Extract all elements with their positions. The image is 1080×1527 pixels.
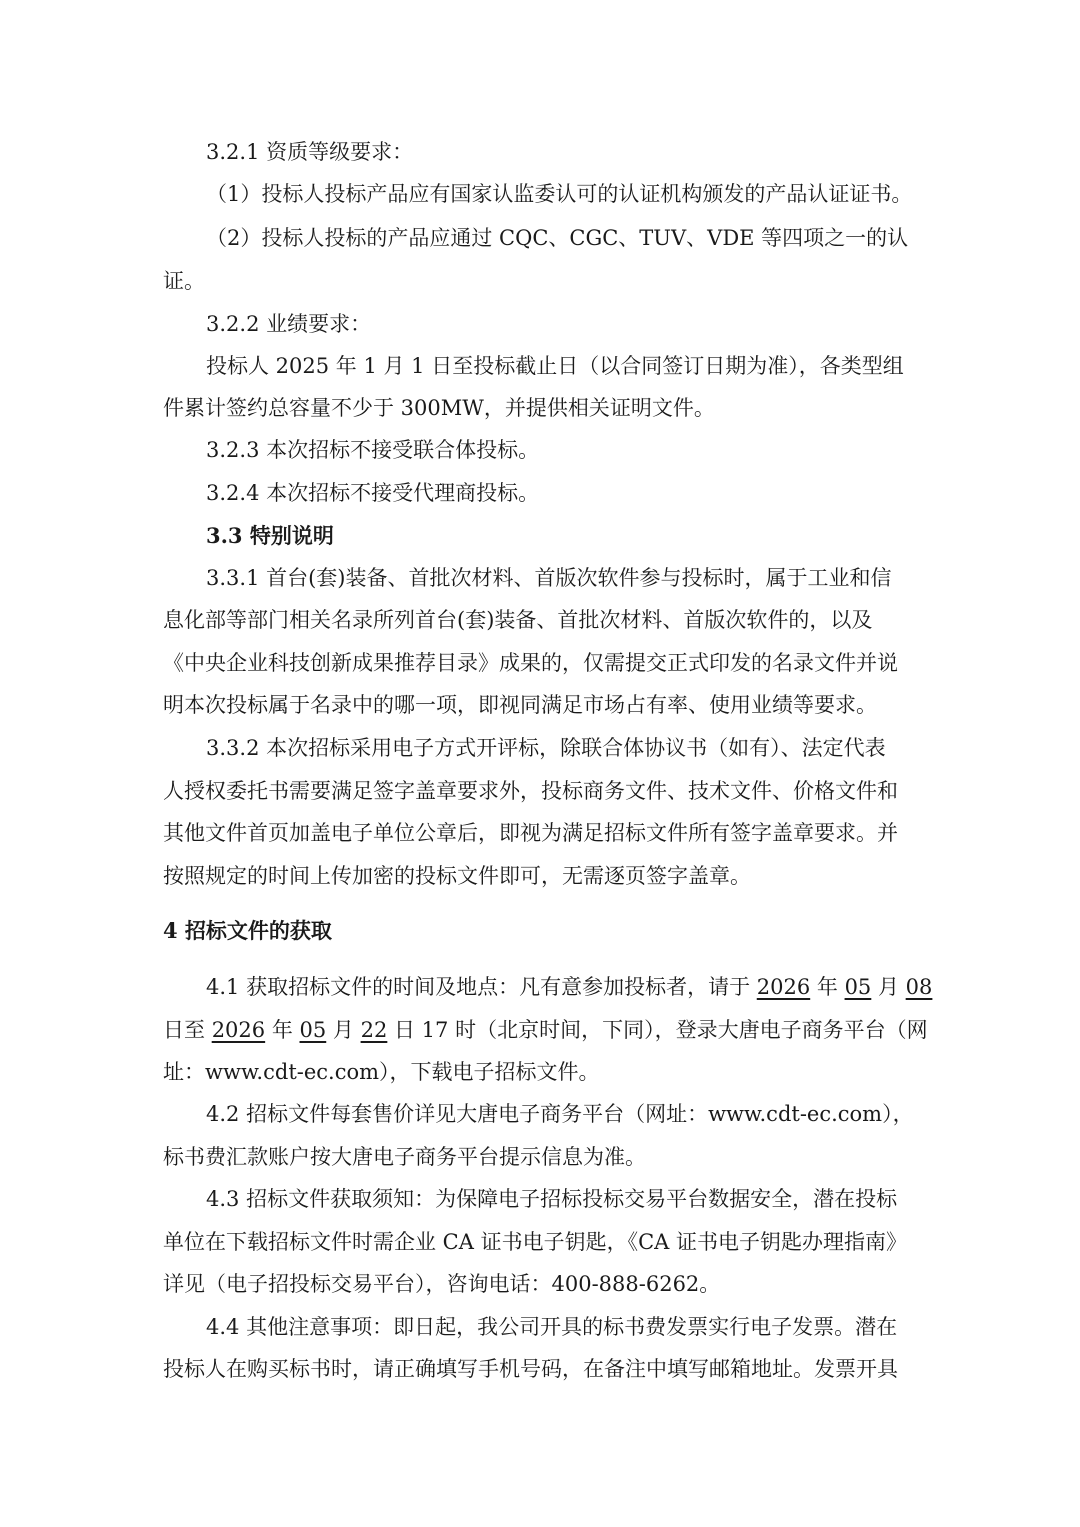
section-3-3-1-line-3: 《中央企业科技创新成果推荐目录》成果的，仅需提交正式印发的名录文件并说 bbox=[163, 651, 898, 675]
section-3-3-2-line-3: 其他文件首页加盖电子单位公章后，即视为满足招标文件所有签字盖章要求。并 bbox=[163, 821, 898, 845]
year-label: 年 bbox=[810, 975, 845, 999]
section-4-1-line-1 bbox=[206, 977, 932, 998]
section-4-4-line-1: 4.4 其他注意事项：即日起，我公司开具的标书费发票实行电子发票。潜在 bbox=[206, 1315, 898, 1339]
section-3-2-1-item-2-line-2: 证。 bbox=[163, 269, 205, 293]
end-month: 05 bbox=[299, 1018, 327, 1042]
section-4-4-line-2: 投标人在购买标书时，请正确填写手机号码，在备注中填写邮箱地址。发票开具 bbox=[163, 1357, 898, 1381]
section-4-1-prefix: 4.1 获取招标文件的时间及地点：凡有意参加投标者，请于 bbox=[206, 975, 757, 999]
end-year-label: 年 bbox=[265, 1018, 300, 1042]
section-3-2-1-item-1: （1）投标人投标产品应有国家认监委认可的认证机构颁发的产品认证证书。 bbox=[206, 182, 913, 206]
start-day: 08 bbox=[905, 975, 933, 999]
section-4-3-line-1: 4.3 招标文件获取须知：为保障电子招标投标交易平台数据安全，潜在投标 bbox=[206, 1187, 898, 1211]
section-3-3-heading: 3.3 特别说明 bbox=[206, 523, 334, 548]
end-year: 2026 bbox=[211, 1018, 266, 1042]
section-4-3-line-2: 单位在下载招标文件时需企业 CA 证书电子钥匙，《CA 证书电子钥匙办理指南》 bbox=[163, 1230, 907, 1254]
section-4-2-line-1: 4.2 招标文件每套售价详见大唐电子商务平台（网址：www.cdt-ec.com）， bbox=[206, 1102, 914, 1126]
end-month-label: 月 bbox=[326, 1018, 361, 1042]
section-4-1-line-3: 址：www.cdt-ec.com），下载电子招标文件。 bbox=[163, 1060, 600, 1084]
section-3-2-1-item-2-line-1: （2）投标人投标的产品应通过 CQC、CGC、TUV、VDE 等四项之一的认 bbox=[206, 226, 909, 250]
section-3-2-2-line-2: 件累计签约总容量不少于 300MW，并提供相关证明文件。 bbox=[163, 396, 715, 420]
section-3-3-1-line-1: 3.3.1 首台(套)装备、首批次材料、首版次软件参与投标时，属于工业和信 bbox=[206, 566, 892, 590]
line-2-suffix: 日 17 时（北京时间，下同），登录大唐电子商务平台（网 bbox=[387, 1018, 928, 1042]
line-2-prefix: 日至 bbox=[163, 1018, 212, 1042]
section-3-2-4: 3.2.4 本次招标不接受代理商投标。 bbox=[206, 481, 540, 505]
section-3-3-2-line-1: 3.3.2 本次招标采用电子方式开评标，除联合体协议书（如有）、法定代表 bbox=[206, 736, 886, 760]
section-3-2-2-line-1: 投标人 2025 年 1 月 1 日至投标截止日（以合同签订日期为准），各类型组 bbox=[206, 354, 904, 378]
section-3-3-2-line-2: 人授权委托书需要满足签字盖章要求外，投标商务文件、技术文件、价格文件和 bbox=[163, 779, 898, 803]
section-3-2-2-heading: 3.2.2 业绩要求： bbox=[206, 312, 372, 336]
start-year: 2026 bbox=[756, 975, 811, 999]
month-label: 月 bbox=[871, 975, 906, 999]
section-3-3-1-line-4: 明本次投标属于名录中的哪一项，即视同满足市场占有率、使用业绩等要求。 bbox=[163, 693, 877, 717]
section-4-2-line-2: 标书费汇款账户按大唐电子商务平台提示信息为准。 bbox=[163, 1145, 646, 1169]
section-4-3-line-3: 详见（电子招投标交易平台），咨询电话：400-888-6262。 bbox=[163, 1272, 721, 1296]
section-3-2-3: 3.2.3 本次招标不接受联合体投标。 bbox=[206, 438, 540, 462]
section-4-1-line-2 bbox=[163, 1020, 928, 1041]
start-month: 05 bbox=[844, 975, 872, 999]
section-3-2-1-heading: 3.2.1 资质等级要求： bbox=[206, 140, 414, 164]
section-3-3-1-line-2: 息化部等部门相关名录所列首台(套)装备、首批次材料、首版次软件的，以及 bbox=[163, 608, 873, 632]
end-day: 22 bbox=[360, 1018, 388, 1042]
section-3-3-2-line-4: 按照规定的时间上传加密的投标文件即可，无需逐页签字盖章。 bbox=[163, 864, 751, 888]
section-4-heading: 4 招标文件的获取 bbox=[163, 918, 332, 943]
